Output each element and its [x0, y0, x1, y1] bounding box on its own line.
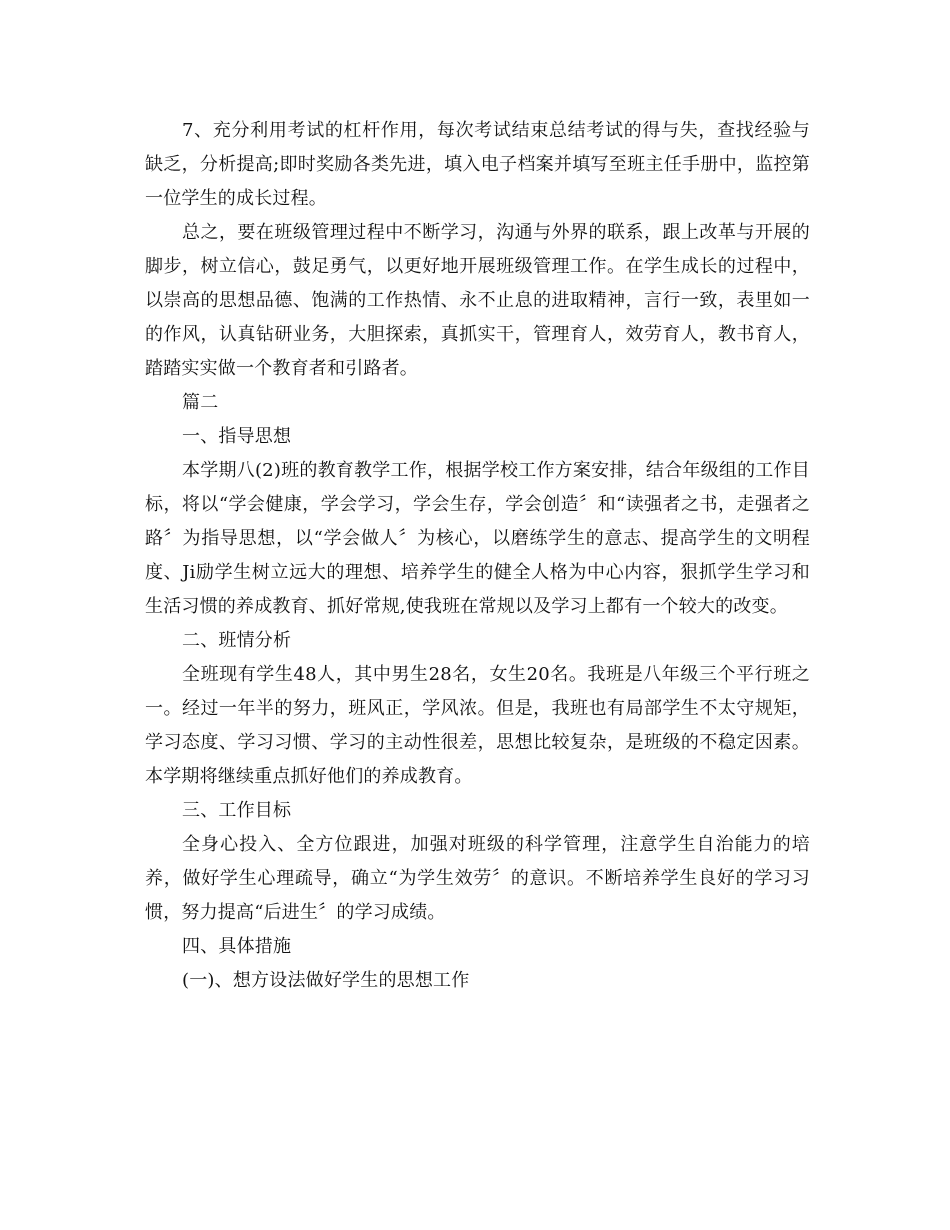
heading-guiding-ideology: 一、指导思想	[182, 426, 292, 447]
paragraph-summary: 总之，要在班级管理过程中不断学习，沟通与外界的联系，跟上改革与开展的脚步，树立信心，鼓足勇气，以更好地开展班级管理工作。在学生成长的过程中，以崇高的思想品德、饱满的工作热情、永不止息的进取精神，言行一致，表里如一的作风，认真钻研业务，大胆探索，真抓实干，管理育人，效劳育人，教书育人，踏踏实实做一个教育者和引路者。	[145, 222, 810, 379]
paragraph-exam-leverage: 7、充分利用考试的杠杆作用，每次考试结束总结考试的得与失，查找经验与缺乏，分析提高;即时奖励各类先进，填入电子档案并填写至班主任手册中，监控第一位学生的成长过程。	[145, 120, 810, 209]
document-body	[145, 114, 810, 998]
heading-work-goals: 三、工作目标	[182, 800, 292, 821]
paragraph-work-goals: 全身心投入、全方位跟进，加强对班级的科学管理，注意学生自治能力的培养，做好学生心理疏导，确立“为学生效劳〞的意识。不断培养学生良好的学习习惯，努力提高“后进生〞的学习成绩。	[145, 834, 810, 923]
subheading-thought-work: (一)、想方设法做好学生的思想工作	[182, 970, 470, 991]
paragraph-class-analysis: 全班现有学生48人，其中男生28名，女生20名。我班是八年级三个平行班之一。经过一年半的努力，班风正，学风浓。但是，我班也有局部学生不太守规矩，学习态度、学习习惯、学习的主动性很差，思想比较复杂，是班级的不稳定因素。本学期将继续重点抓好他们的养成教育。	[145, 664, 810, 787]
section-heading-part-two: 篇二	[182, 392, 219, 413]
heading-class-analysis: 二、班情分析	[182, 630, 292, 651]
heading-specific-measures: 四、具体措施	[182, 936, 292, 957]
paragraph-guiding-ideology: 本学期八(2)班的教育教学工作，根据学校工作方案安排，结合年级组的工作目标，将以“学会健康，学会学习，学会生存，学会创造〞和“读强者之书，走强者之路〞为指导思想，以“学会做人〞为核心，以磨练学生的意志、提高学生的文明程度、Ji励学生树立远大的理想、培养学生的健全人格为中心内容，狠抓学生学习和生活习惯的养成教育、抓好常规,使我班在常规以及学习上都有一个较大的改变。	[145, 460, 810, 617]
